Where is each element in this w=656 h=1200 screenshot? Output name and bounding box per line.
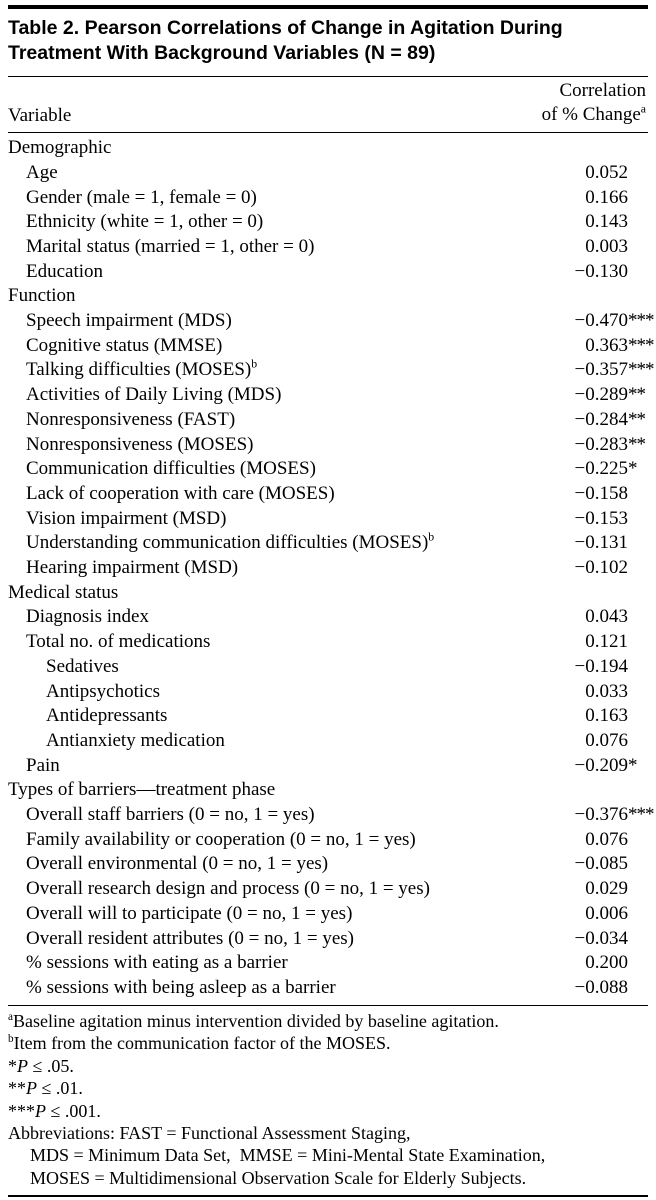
abbreviation-line: MDS = Minimum Data Set, MMSE = Mini-Mental State Examination, xyxy=(30,1145,546,1166)
row-correlation-number: 0.033 xyxy=(585,680,628,702)
table-title: Table 2. Pearson Correlations of Change in Agitation During Treatment With Background Variables (N = 89) xyxy=(8,16,563,64)
row-label: Understanding communication difficulties (MOSES)$^b$ xyxy=(26,531,435,554)
row-label: Talking difficulties (MOSES)$^b$ xyxy=(26,358,258,381)
significance-stars: * xyxy=(8,1055,17,1076)
row-correlation-number: −0.289 xyxy=(574,384,628,406)
col-header-variable: Variable xyxy=(8,104,72,126)
row-significance-stars xyxy=(628,704,648,729)
row-label: Antidepressants xyxy=(46,705,168,727)
significance-text: ≤ .01. xyxy=(37,1078,83,1099)
table-row xyxy=(8,358,654,383)
row-label: Lack of cooperation with care (MOSES) xyxy=(26,482,335,504)
row-significance-stars: ** xyxy=(628,408,645,430)
row-significance-stars xyxy=(628,655,648,680)
row-significance-stars xyxy=(628,531,648,556)
row-label: Total no. of medications xyxy=(26,631,211,653)
row-significance-stars xyxy=(628,482,648,507)
table-row xyxy=(8,457,648,482)
table-row xyxy=(8,680,648,705)
row-label: Marital status (married = 1, other = 0) xyxy=(26,235,315,257)
footnote-text: Baseline agitation minus intervention divided by baseline agitation. xyxy=(12,1011,499,1031)
row-value xyxy=(564,630,648,655)
row-value xyxy=(564,852,648,877)
row-value xyxy=(564,729,648,754)
row-correlation-number: 0.363 xyxy=(585,334,628,356)
row-label: Speech impairment (MDS) xyxy=(26,310,232,332)
row-correlation-number: 0.166 xyxy=(585,186,628,208)
row-footnote-marker: b xyxy=(251,358,258,372)
row-correlation-number: 0.143 xyxy=(585,211,628,233)
table-row xyxy=(8,976,648,1001)
table-row xyxy=(8,754,648,779)
row-correlation-number: 0.163 xyxy=(585,705,628,727)
row-significance-stars xyxy=(628,877,648,902)
row-significance-stars xyxy=(628,260,648,285)
row-value xyxy=(564,828,648,853)
row-value xyxy=(564,680,648,705)
row-correlation-number: −0.153 xyxy=(574,507,628,529)
section-header: Types of barriers—treatment phase xyxy=(8,779,276,801)
row-correlation-number: −0.209 xyxy=(574,754,628,776)
row-correlation-number: −0.283 xyxy=(574,433,628,455)
row-label: Gender (male = 1, female = 0) xyxy=(26,186,257,208)
row-significance-stars xyxy=(628,902,648,927)
row-correlation-number: −0.130 xyxy=(574,260,628,282)
row-correlation-number: −0.158 xyxy=(574,482,628,504)
significance-text: ≤ .05. xyxy=(28,1055,74,1076)
table-row xyxy=(8,655,648,680)
table-row xyxy=(8,630,648,655)
row-correlation-number: 0.006 xyxy=(585,902,628,924)
row-label: Overall environmental (0 = no, 1 = yes) xyxy=(26,853,329,875)
col-header-correlation-line1: Correlation xyxy=(559,79,646,101)
row-value xyxy=(564,976,648,1001)
row-label: Communication difficulties (MOSES) xyxy=(26,458,316,480)
row-significance-stars: ** xyxy=(628,433,645,455)
row-significance-stars xyxy=(628,852,648,877)
row-label: Overall will to participate (0 = no, 1 = yes) xyxy=(26,902,353,924)
row-correlation-number: 0.076 xyxy=(585,729,628,751)
table-row xyxy=(8,803,654,828)
row-correlation-number: 0.052 xyxy=(585,161,628,183)
table-row xyxy=(8,877,648,902)
significance-line xyxy=(8,1100,648,1122)
row-correlation-number: −0.088 xyxy=(574,977,628,998)
row-label: % sessions with eating as a barrier xyxy=(26,952,288,974)
abbreviation-line: MOSES = Multidimensional Observation Scale for Elderly Subjects. xyxy=(30,1167,527,1188)
table-row xyxy=(8,605,648,630)
row-significance-stars xyxy=(628,161,648,186)
row-value xyxy=(564,531,648,556)
table-row xyxy=(8,408,648,433)
row-correlation-number: −0.470 xyxy=(574,310,628,332)
section-header: Demographic xyxy=(8,137,112,159)
row-significance-stars: * xyxy=(628,754,637,776)
row-label: Sedatives xyxy=(46,655,119,677)
row-label: Nonresponsiveness (FAST) xyxy=(26,408,236,430)
section-header: Function xyxy=(8,285,76,307)
row-significance-stars: *** xyxy=(628,310,654,332)
table-row xyxy=(8,902,648,927)
table-row xyxy=(8,828,648,853)
row-label: Nonresponsiveness (MOSES) xyxy=(26,433,254,455)
column-header-row xyxy=(8,77,648,132)
row-significance-stars xyxy=(628,186,648,211)
row-value xyxy=(564,951,648,976)
row-value xyxy=(564,507,648,532)
row-significance-stars: *** xyxy=(628,804,654,826)
row-value xyxy=(564,358,654,383)
row-correlation-number: −0.225 xyxy=(574,458,628,480)
footnotes xyxy=(8,1006,648,1195)
table-row xyxy=(8,927,648,952)
row-significance-stars xyxy=(628,828,648,853)
row-label: Hearing impairment (MSD) xyxy=(26,557,239,579)
row-correlation-number: −0.085 xyxy=(574,853,628,875)
abbreviation-line: Abbreviations: FAST = Functional Assessment Staging, xyxy=(8,1123,411,1144)
row-value xyxy=(564,704,648,729)
footnote-line xyxy=(8,1032,648,1054)
table-row xyxy=(8,433,648,458)
significance-line xyxy=(8,1077,648,1099)
row-label: Vision impairment (MSD) xyxy=(26,507,227,529)
row-correlation-number: 0.076 xyxy=(585,828,628,850)
table-row xyxy=(8,951,648,976)
row-value xyxy=(564,457,648,482)
row-value xyxy=(564,902,648,927)
row-label: Activities of Daily Living (MDS) xyxy=(26,384,282,406)
row-value xyxy=(564,260,648,285)
row-correlation-number: −0.131 xyxy=(574,532,628,554)
significance-text: ≤ .001. xyxy=(46,1100,101,1121)
footnote-letter: b xyxy=(8,1033,14,1046)
row-label: Antipsychotics xyxy=(46,680,160,702)
row-value xyxy=(564,334,654,359)
table-row xyxy=(8,186,648,211)
row-label: Diagnosis index xyxy=(26,606,149,628)
table-row xyxy=(8,556,648,581)
footnote-line xyxy=(8,1010,648,1032)
row-label: Overall resident attributes (0 = no, 1 = yes) xyxy=(26,927,354,949)
row-label: Overall research design and process (0 = no, 1 = yes) xyxy=(26,878,430,900)
row-label: Ethnicity (white = 1, other = 0) xyxy=(26,211,264,233)
significance-p: P xyxy=(35,1100,46,1121)
significance-p: P xyxy=(26,1078,37,1099)
row-value xyxy=(564,927,648,952)
table-row xyxy=(8,309,654,334)
row-correlation-number: −0.034 xyxy=(574,927,628,949)
row-significance-stars: *** xyxy=(628,334,654,356)
row-significance-stars xyxy=(628,976,648,1001)
row-label: Cognitive status (MMSE) xyxy=(26,334,223,356)
row-label: Antianxiety medication xyxy=(46,729,225,751)
row-value xyxy=(564,482,648,507)
col-header-correlation xyxy=(542,79,648,127)
significance-p: P xyxy=(17,1055,28,1076)
row-correlation-number: −0.102 xyxy=(574,557,628,579)
table-body xyxy=(8,133,654,1005)
row-value xyxy=(564,877,648,902)
row-significance-stars xyxy=(628,729,648,754)
footnote-text: Item from the communication factor of the MOSES. xyxy=(13,1033,391,1054)
row-value xyxy=(564,408,648,433)
row-value xyxy=(564,605,648,630)
row-significance-stars xyxy=(628,235,648,260)
row-significance-stars xyxy=(628,507,648,532)
row-value xyxy=(564,210,648,235)
row-label: Age xyxy=(26,161,58,183)
row-value xyxy=(564,433,648,458)
row-value xyxy=(564,655,648,680)
row-significance-stars xyxy=(628,630,648,655)
row-label: Education xyxy=(26,260,104,282)
row-significance-stars: ** xyxy=(628,384,645,406)
table-row xyxy=(8,334,654,359)
col-header-correlation-line2 xyxy=(542,103,646,127)
col-header-correlation-line2-text: of % Change xyxy=(541,103,641,125)
table-row xyxy=(8,507,648,532)
row-value xyxy=(564,803,654,828)
row-significance-stars xyxy=(628,210,648,235)
row-significance-stars xyxy=(628,556,648,581)
footnote-letter: a xyxy=(8,1011,13,1023)
significance-stars: *** xyxy=(8,1100,35,1121)
table-row xyxy=(8,383,648,408)
table-row xyxy=(8,210,648,235)
col-header-footnote-marker: a xyxy=(640,102,646,116)
row-value xyxy=(564,309,654,334)
row-value xyxy=(564,235,648,260)
row-correlation-number: −0.376 xyxy=(574,804,628,826)
table-row xyxy=(8,260,648,285)
row-label: Pain xyxy=(26,754,60,776)
row-correlation-number: 0.043 xyxy=(585,606,628,628)
row-footnote-marker: b xyxy=(428,531,435,545)
row-significance-stars: *** xyxy=(628,359,654,381)
row-label: % sessions with being asleep as a barrier xyxy=(26,977,336,998)
table-row xyxy=(8,704,648,729)
row-correlation-number: −0.357 xyxy=(574,359,628,381)
significance-line xyxy=(8,1055,648,1077)
row-correlation-number: −0.194 xyxy=(574,655,628,677)
table-row xyxy=(8,729,648,754)
row-significance-stars: * xyxy=(628,458,637,480)
row-value xyxy=(564,556,648,581)
rule-top xyxy=(8,5,648,9)
row-correlation-number: 0.200 xyxy=(585,952,628,974)
row-label: Family availability or cooperation (0 = no, 1 = yes) xyxy=(26,828,416,850)
row-significance-stars xyxy=(628,951,648,976)
table-row xyxy=(8,531,648,556)
row-correlation-number: 0.121 xyxy=(585,631,628,653)
row-correlation-number: 0.003 xyxy=(585,235,628,257)
row-significance-stars xyxy=(628,927,648,952)
section-header: Medical status xyxy=(8,581,119,603)
row-value xyxy=(564,754,648,779)
row-value xyxy=(564,186,648,211)
row-value xyxy=(564,383,648,408)
table-row xyxy=(8,852,648,877)
row-label: Overall staff barriers (0 = no, 1 = yes) xyxy=(26,804,315,826)
row-value xyxy=(564,161,648,186)
row-significance-stars xyxy=(628,605,648,630)
table-row xyxy=(8,235,648,260)
row-significance-stars xyxy=(628,680,648,705)
rule-bottom xyxy=(8,1195,648,1197)
row-correlation-number: −0.284 xyxy=(574,408,628,430)
row-correlation-number: 0.029 xyxy=(585,878,628,900)
significance-stars: ** xyxy=(8,1078,26,1099)
table-row xyxy=(8,482,648,507)
table-row xyxy=(8,161,648,186)
